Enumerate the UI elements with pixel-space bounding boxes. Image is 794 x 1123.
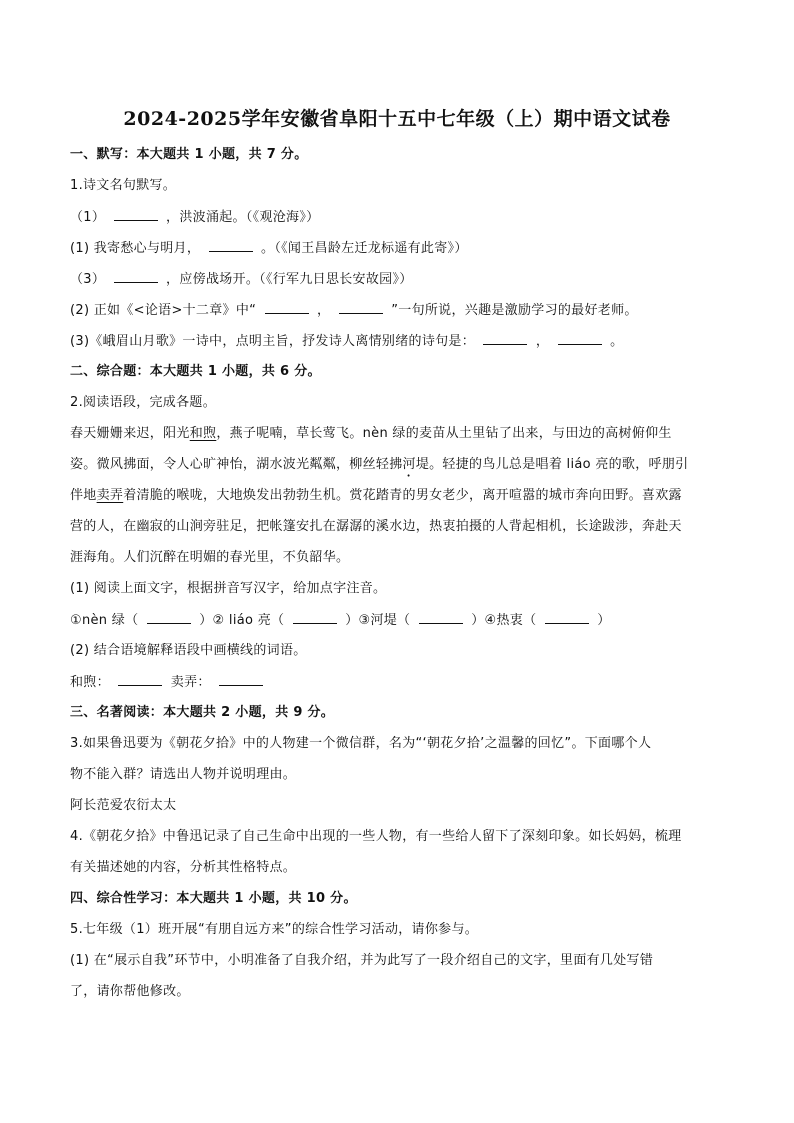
passage-line-4: 营的人，在幽寂的山涧旁驻足，把帐篷安扎在潺潺的溪水边，热衷拍摄的人背起相机，长途跋涉，奔赴天 <box>70 519 682 534</box>
q1-line-1-label: （1） <box>70 210 106 225</box>
passage-text: ，燕子呢喃，草长莺飞。nèn 绿的麦苗从土里钻了出来，与田边的高树俯仰生 <box>216 426 672 441</box>
answer-blank[interactable] <box>419 611 463 624</box>
question-5-sub-1-line-1: (1) 在“展示自我”环节中，小明准备了自我介绍，并为此写了一段介绍自己的文字，里面有几处写错 <box>70 953 654 968</box>
q1-line-4-text-a: (2) 正如《<论语>十二章》中“ <box>70 303 257 318</box>
q1-line-3-label: （3） <box>70 272 106 287</box>
question-3-line-2: 物不能入群？请选出人物并说明理由。 <box>70 767 297 782</box>
passage-text: 伴地 <box>70 488 97 503</box>
answer-blank[interactable] <box>339 301 383 314</box>
sub-question-2: (2) 结合语境解释语段中画横线的词语。 <box>70 643 307 658</box>
passage-text: 姿。微风拂面，令人心旷神怡，湖水波光粼粼，柳丝轻拂 <box>70 457 403 472</box>
question-4-line-2: 有关描述她的内容，分析其性格特点。 <box>70 860 297 875</box>
answer-blank[interactable] <box>265 301 309 314</box>
item-label: 和煦： <box>70 675 110 690</box>
question-3-line-1: 3.如果鲁迅要为《朝花夕拾》中的人物建一个微信群，名为“‘朝花夕拾’之温馨的回忆”。下面哪个人 <box>70 736 652 751</box>
q1-line-5-end: 。 <box>610 334 624 349</box>
q1-line-4 <box>70 301 638 320</box>
q1-line-5-text-a: (3)《峨眉山月歌》一诗中，点明主旨，抒发诗人离情别绪的诗句是： <box>70 334 476 349</box>
question-5: 5.七年级（1）班开展“有朋自远方来”的综合性学习活动，请你参与。 <box>70 922 479 937</box>
item-label: ）② liáo 亮（ <box>199 613 285 628</box>
item-label: ）④热衷（ <box>471 613 537 628</box>
passage-line-2 <box>70 456 688 480</box>
answer-blank[interactable] <box>209 239 253 252</box>
q1-line-4-sep: ， <box>317 303 331 318</box>
q1-line-5 <box>70 332 623 351</box>
passage-text: 春天姗姗来迟，阳光 <box>70 426 190 441</box>
q1-line-1-text: ，洪波涌起。（《观沧海》） <box>166 210 320 225</box>
explain-answer-line <box>70 673 267 692</box>
q1-line-2 <box>70 239 468 258</box>
answer-blank[interactable] <box>147 611 191 624</box>
passage-text: 着清脆的喉咙，大地焕发出勃勃生机。赏花踏青的男女老少，离开喧嚣的城市奔向田野。喜欢露 <box>123 488 682 503</box>
answer-blank[interactable] <box>545 611 589 624</box>
passage-line-5: 涯海角。人们沉醉在明媚的春光里，不负韶华。 <box>70 550 350 565</box>
item-label: ）③河堤（ <box>345 613 411 628</box>
section-heading-1: 一、默写：本大题共 1 小题，共 7 分。 <box>70 147 308 162</box>
answer-blank[interactable] <box>558 332 602 345</box>
passage-text: 堤。轻捷的鸟儿总是唱着 liáo 亮的歌，呼朋引 <box>415 457 689 472</box>
q1-line-1 <box>70 208 319 227</box>
question-4-line-1: 4.《朝花夕拾》中鲁迅记录了自己生命中出现的一些人物，有一些给人留下了深刻印象。如长妈妈，梳理 <box>70 829 682 844</box>
answer-blank[interactable] <box>114 270 158 283</box>
q1-line-2-text-b: 。（《闻王昌龄左迁龙标遥有此寄》） <box>261 241 468 256</box>
answer-blank[interactable] <box>118 673 162 686</box>
underlined-word-hexu: 和煦 <box>189 426 217 441</box>
section-heading-4: 四、综合性学习：本大题共 1 小题，共 10 分。 <box>70 891 357 906</box>
item-label: ①nèn 绿（ <box>70 613 139 628</box>
answer-blank[interactable] <box>483 332 527 345</box>
section-heading-3: 三、名著阅读：本大题共 2 小题，共 9 分。 <box>70 705 335 720</box>
item-label: ） <box>597 613 611 628</box>
page-title: 2024-2025学年安徽省阜阳十五中七年级（上）期中语文试卷 <box>123 108 671 130</box>
answer-blank[interactable] <box>219 673 263 686</box>
pinyin-answer-line <box>70 611 611 630</box>
answer-blank[interactable] <box>114 208 158 221</box>
q1-line-2-text-a: (1) 我寄愁心与明月， <box>70 241 201 256</box>
dotted-char-he: 河 <box>402 457 416 472</box>
question-2: 2.阅读语段，完成各题。 <box>70 395 217 410</box>
q1-line-5-sep: ， <box>535 334 550 349</box>
section-heading-2: 二、综合题：本大题共 1 小题，共 6 分。 <box>70 364 321 379</box>
answer-blank[interactable] <box>293 611 337 624</box>
q1-line-3 <box>70 270 413 289</box>
passage-line-1 <box>70 425 672 443</box>
question-3-options: 阿长范爱农衍太太 <box>70 798 177 813</box>
q1-line-3-text: ，应傍战场开。（《行军九日思长安故园》） <box>166 272 413 287</box>
item-label: 卖弄： <box>170 675 211 690</box>
question-5-sub-1-line-2: 了，请你帮他修改。 <box>70 984 190 999</box>
underlined-word-mainong: 卖弄 <box>96 488 124 503</box>
sub-question-1: (1) 阅读上面文字，根据拼音写汉字，给加点字注音。 <box>70 581 387 596</box>
question-1: 1.诗文名句默写。 <box>70 178 177 193</box>
q1-line-4-text-c: ”一句所说，兴趣是激励学习的最好老师。 <box>391 303 638 318</box>
passage-line-3 <box>70 487 682 505</box>
